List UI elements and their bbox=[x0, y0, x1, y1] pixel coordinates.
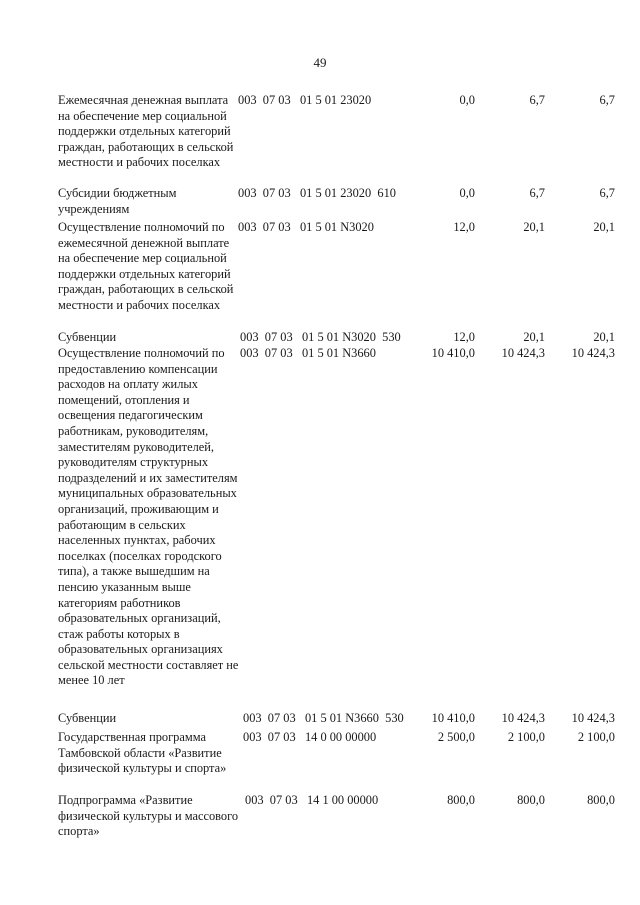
row-value-3: 20,1 bbox=[593, 220, 615, 234]
row-value-2: 10 424,3 bbox=[501, 711, 545, 725]
row-name: Осуществление полномочий по предоставлению компенсации расходов на оплату жилых помещений, отопления и освещения педагогическим работникам, руководителям, заместителям руководителей, руководителям структурных подразделений и их заместителям муниципальных образовательных организаций, проживающим и работающим в сельских населенных пунктах, рабочих поселках (поселках городского типа), а также вышедшим на пенсию указанным выше категориям работников образовательных организаций, стаж работы которых в образовательных организациях сельской местности составляет не менее 10 лет bbox=[58, 346, 239, 688]
row-value-3: 6,7 bbox=[599, 93, 615, 107]
row-name: Ежемесячная денежная выплата на обеспечение мер социальной поддержки отдельных категорий граждан, работающих в сельской местности и рабочих поселках bbox=[58, 93, 234, 170]
row-value-3: 800,0 bbox=[587, 793, 615, 807]
row-name: Подпрограмма «Развитие физической культуры и массового спорта» bbox=[58, 793, 239, 839]
row-value-1: 12,0 bbox=[453, 220, 475, 234]
row-value-1: 0,0 bbox=[459, 93, 475, 107]
row-value-2: 6,7 bbox=[529, 186, 545, 200]
row-code: 003 07 03 01 5 01 N3020 530 bbox=[240, 330, 401, 344]
row-value-3: 10 424,3 bbox=[571, 711, 615, 725]
row-value-2: 800,0 bbox=[517, 793, 545, 807]
row-name: Осуществление полномочий по ежемесячной денежной выплате на обеспечение мер социальной поддержки отдельных категорий граждан, работающих в сельской местности и рабочих поселках bbox=[58, 220, 234, 312]
row-value-3: 2 100,0 bbox=[577, 730, 615, 744]
row-value-3: 20,1 bbox=[593, 330, 615, 344]
row-value-1: 800,0 bbox=[447, 793, 475, 807]
row-code: 003 07 03 14 1 00 00000 bbox=[245, 793, 379, 807]
row-value-2: 20,1 bbox=[523, 330, 545, 344]
row-code: 003 07 03 01 5 01 N3660 bbox=[240, 346, 376, 360]
row-value-1: 0,0 bbox=[459, 186, 475, 200]
row-code: 003 07 03 14 0 00 00000 bbox=[243, 730, 377, 744]
row-name: Государственная программа Тамбовской области «Развитие физической культуры и спорта» bbox=[58, 730, 227, 776]
row-code: 003 07 03 01 5 01 N3020 bbox=[238, 220, 374, 234]
row-code: 003 07 03 01 5 01 N3660 530 bbox=[243, 711, 404, 725]
row-value-1: 12,0 bbox=[453, 330, 475, 344]
row-name: Субсидии бюджетным учреждениям bbox=[58, 186, 177, 216]
row-value-2: 6,7 bbox=[529, 93, 545, 107]
row-name: Субвенции bbox=[58, 711, 117, 725]
row-value-1: 10 410,0 bbox=[431, 346, 475, 360]
row-value-3: 6,7 bbox=[599, 186, 615, 200]
row-value-2: 10 424,3 bbox=[501, 346, 545, 360]
row-code: 003 07 03 01 5 01 23020 bbox=[238, 93, 372, 107]
row-name: Субвенции bbox=[58, 330, 117, 344]
page-number: 49 bbox=[313, 55, 327, 70]
row-code: 003 07 03 01 5 01 23020 610 bbox=[238, 186, 396, 200]
row-value-1: 2 500,0 bbox=[437, 730, 475, 744]
row-value-3: 10 424,3 bbox=[571, 346, 615, 360]
row-value-2: 2 100,0 bbox=[507, 730, 545, 744]
row-value-1: 10 410,0 bbox=[431, 711, 475, 725]
row-value-2: 20,1 bbox=[523, 220, 545, 234]
